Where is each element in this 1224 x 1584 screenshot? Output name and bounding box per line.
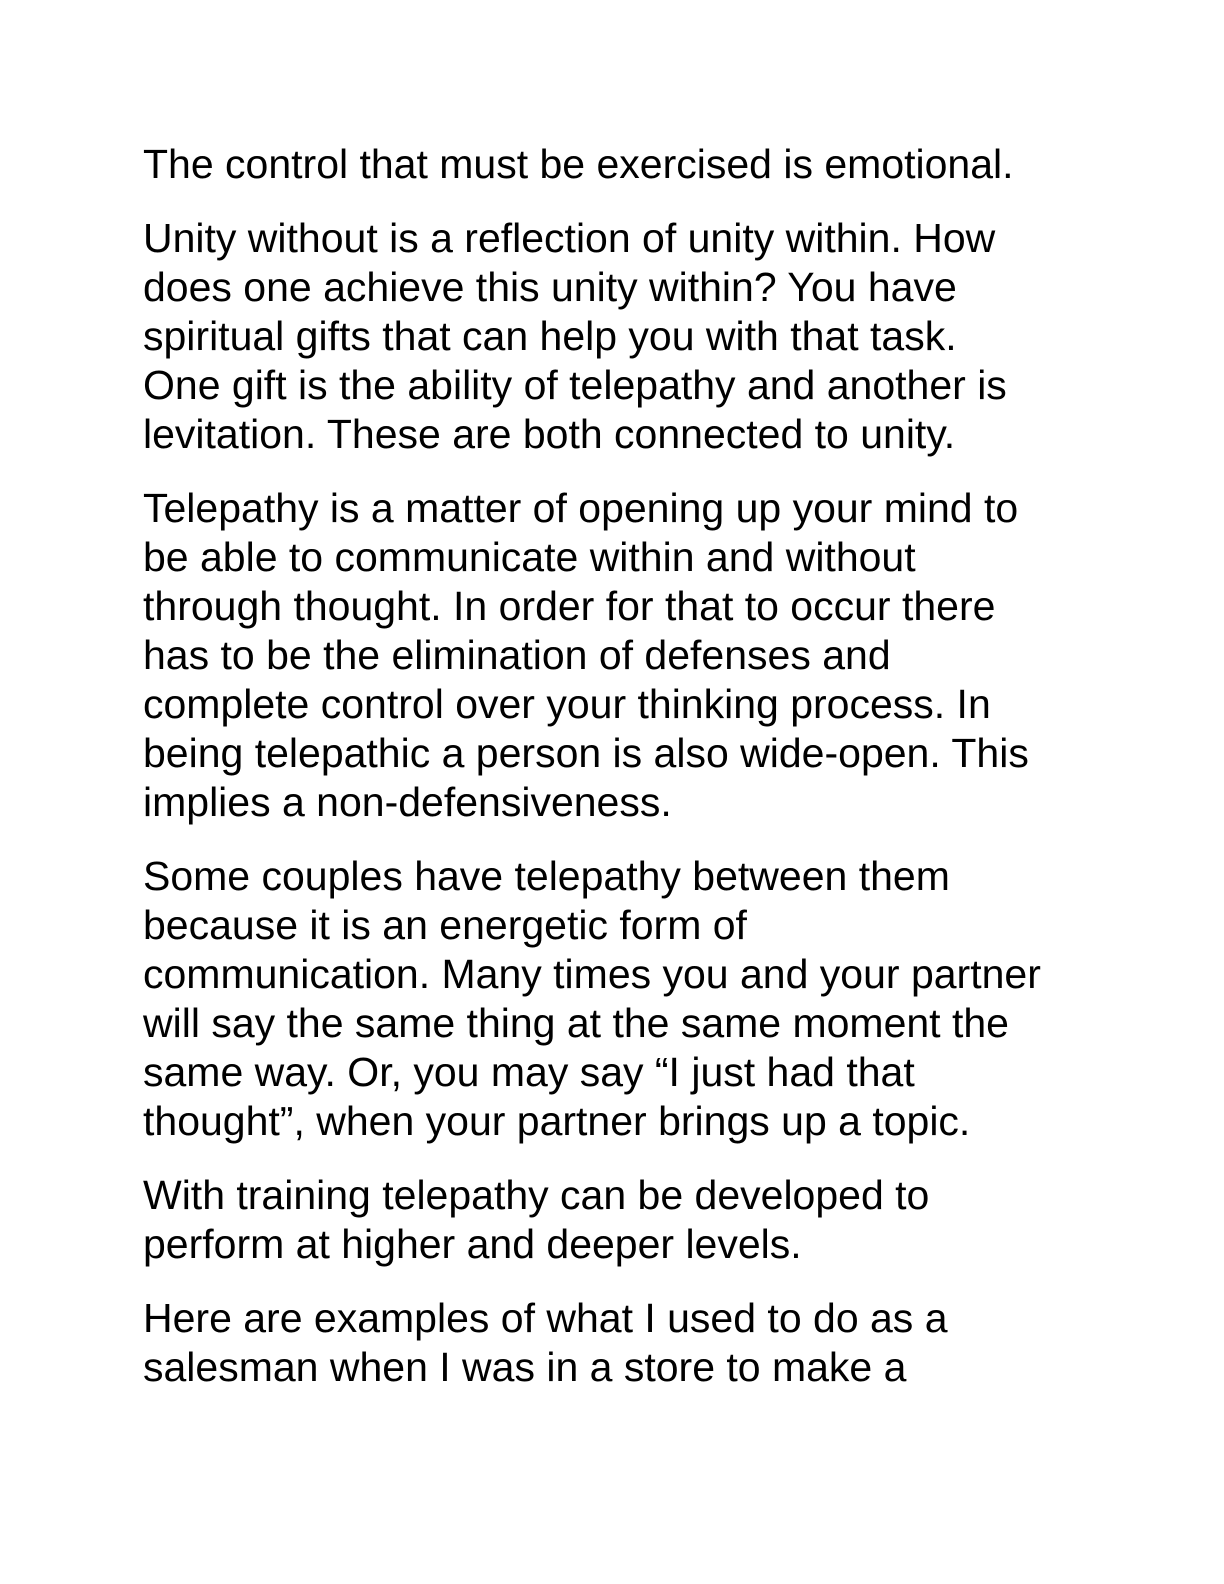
- paragraph: Some couples have telepathy between them because it is an energetic form of communication. Many times you and your partner will say the same thing at the same moment the same way. Or, you may say “I just had that thought”, when your partner brings up a topic.: [143, 853, 1041, 1144]
- paragraph: Here are examples of what I used to do as a salesman when I was in a store to make a: [143, 1295, 948, 1390]
- body-text: [143, 140, 1103, 1417]
- paragraph: Unity without is a reflection of unity within. How does one achieve this unity within? You have spiritual gifts that can help you with that task. One gift is the ability of telepathy and another is levitation. These are both connected to unity.: [143, 215, 1007, 457]
- paragraph: The control that must be exercised is emotional.: [143, 141, 1014, 187]
- paragraph: With training telepathy can be developed to perform at higher and deeper levels.: [143, 1172, 930, 1267]
- paragraph: Telepathy is a matter of opening up your mind to be able to communicate within and without through thought. In order for that to occur there has to be the elimination of defenses and complete control over your thinking process. In being telepathic a person is also wide-open. This implies a non-defensiveness.: [143, 485, 1029, 825]
